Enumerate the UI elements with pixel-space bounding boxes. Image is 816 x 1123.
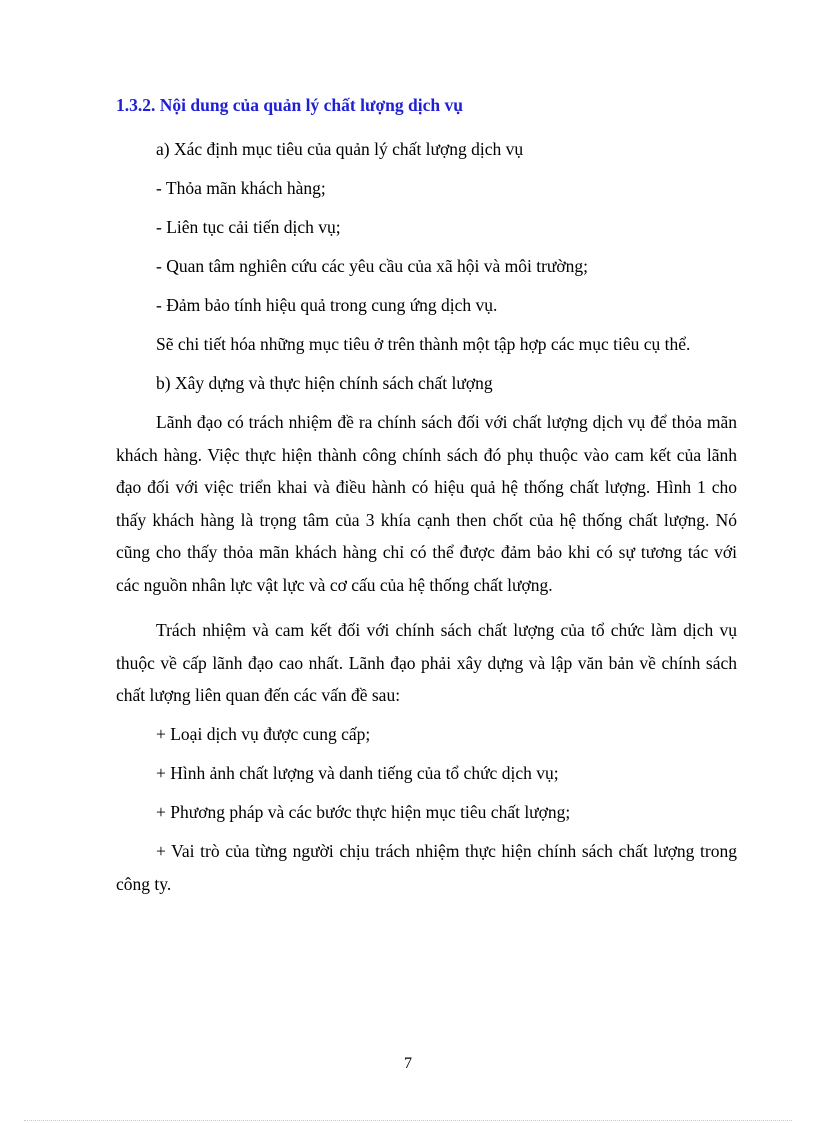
list-item: + Vai trò của từng người chịu trách nhiệm thực hiện chính sách chất lượng trong công ty. — [116, 841, 737, 894]
list-item: - Quan tâm nghiên cứu các yêu cầu của xã hội và môi trường; — [156, 256, 589, 276]
page-bottom-divider — [24, 1120, 792, 1121]
paragraph-objectives-title: a) Xác định mục tiêu của quản lý chất lượng dịch vụ — [156, 139, 524, 159]
list-item: - Thỏa mãn khách hàng; — [156, 178, 326, 198]
list-item: + Phương pháp và các bước thực hiện mục tiêu chất lượng; — [156, 802, 571, 822]
list-item: - Liên tục cải tiến dịch vụ; — [156, 217, 341, 237]
paragraph-policy-title: b) Xây dựng và thực hiện chính sách chất lượng — [156, 373, 493, 393]
list-item: - Đảm bảo tính hiệu quả trong cung ứng dịch vụ. — [156, 295, 498, 315]
page-number: 7 — [404, 1055, 412, 1072]
paragraph-detail: Sẽ chi tiết hóa những mục tiêu ở trên thành một tập hợp các mục tiêu cụ thể. — [156, 334, 691, 354]
paragraph-leadership: Lãnh đạo có trách nhiệm đề ra chính sách đối với chất lượng dịch vụ để thỏa mãn khách hàng. Việc thực hiện thành công chính sách đó phụ thuộc vào cam kết của lãnh đạo đối với việc triển khai và điều hành có hiệu quả hệ thống chất lượng. Hình 1 cho thấy khách hàng là trọng tâm của 3 khía cạnh then chốt của hệ thống chất lượng. Nó cũng cho thấy thỏa mãn khách hàng chỉ có thể được đảm bảo khi có sự tương tác với các nguồn nhân lực vật lực và cơ cấu của hệ thống chất lượng. — [116, 412, 737, 595]
list-item: + Loại dịch vụ được cung cấp; — [156, 724, 371, 744]
section-heading: 1.3.2. Nội dung của quản lý chất lượng dịch vụ — [116, 95, 463, 115]
list-item: + Hình ảnh chất lượng và danh tiếng của tổ chức dịch vụ; — [156, 763, 559, 783]
paragraph-responsibility: Trách nhiệm và cam kết đối với chính sách chất lượng của tổ chức làm dịch vụ thuộc về cấp lãnh đạo cao nhất. Lãnh đạo phải xây dựng và lập văn bản về chính sách chất lượng liên quan đến các vấn đề sau: — [116, 620, 737, 705]
page-content — [116, 93, 737, 907]
